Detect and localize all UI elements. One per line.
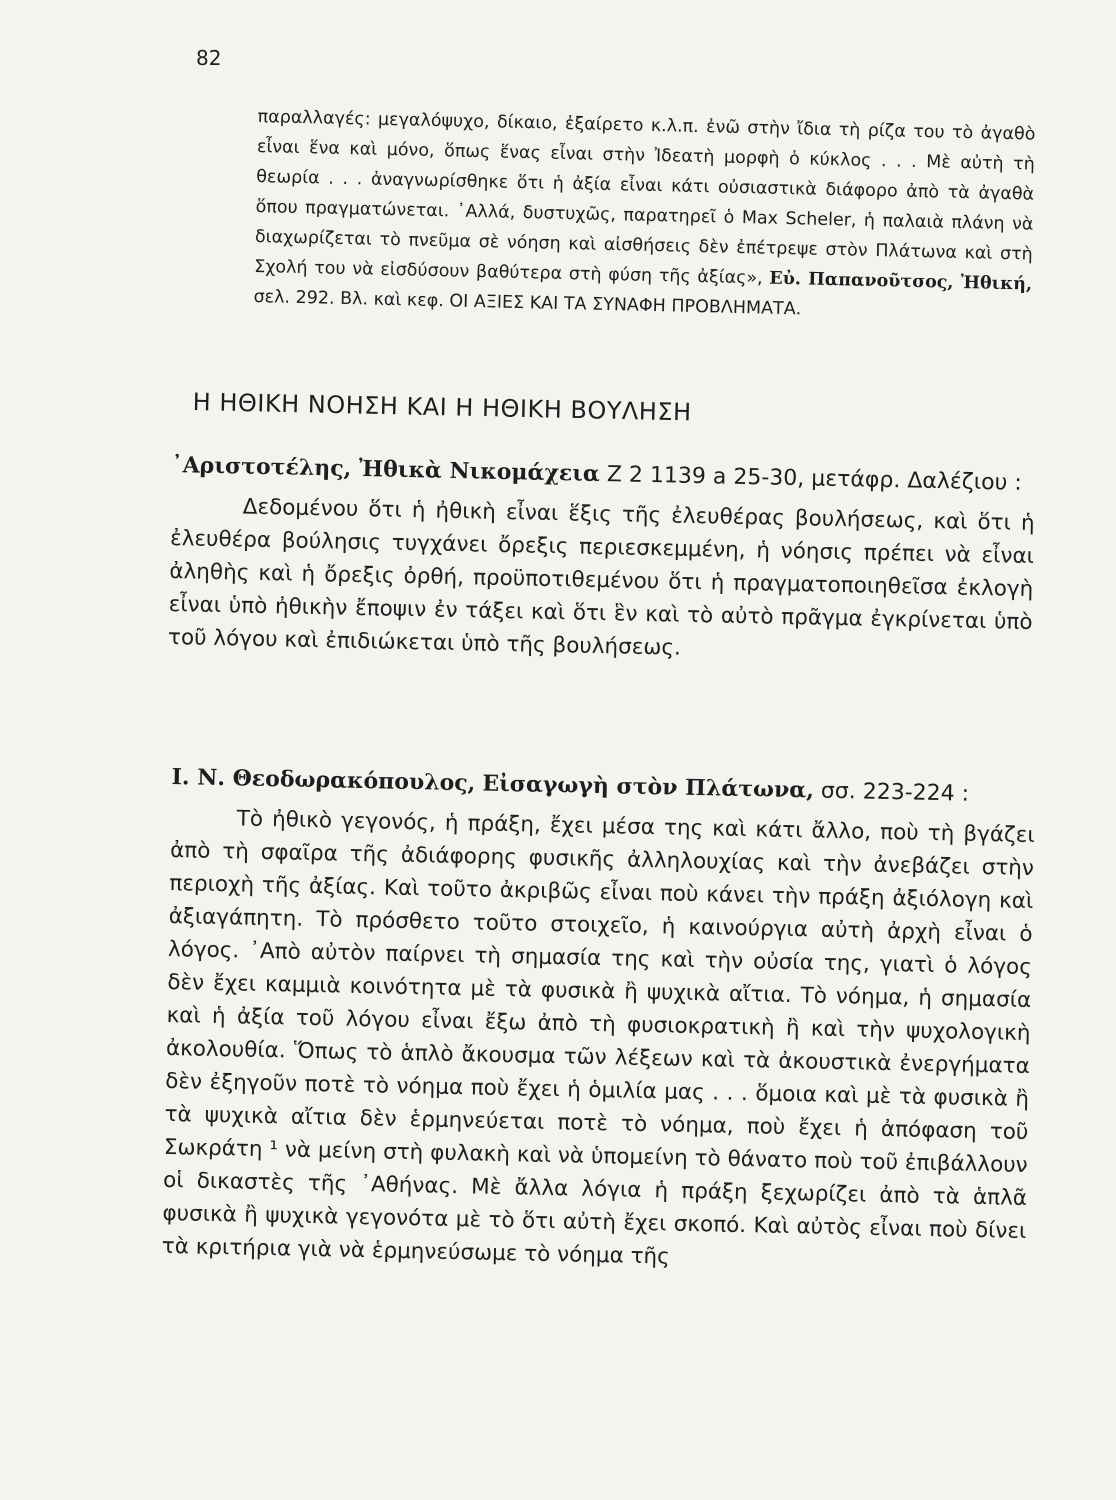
section-title: Η ΗΘΙΚΗ ΝΟΗΣΗ ΚΑΙ Η ΗΘΙΚΗ ΒΟΥΛΗΣΗ	[192, 388, 692, 427]
quote-theodorakopoulos-work: Εἰσαγωγὴ στὸν Πλάτωνα,	[482, 770, 815, 804]
page-number: 82	[196, 46, 222, 70]
quote-aristotle-author: ᾿Αριστοτέλης, Ἠθικὰ Νικομάχεια	[171, 451, 601, 487]
footnote	[253, 102, 1036, 330]
quote-theodorakopoulos-author: Ι. Ν. Θεοδωρακόπουλος,	[171, 763, 476, 797]
quote-aristotle	[168, 448, 1036, 672]
quote-aristotle-text: Δεδομένου ὅτι ἡ ἠθικὴ εἶναι ἕξις τῆς ἐλευθέρας βουλήσεως, καὶ ὅτι ἡ ἐλευθέρα βούλησις τυγχάνει ὄρεξις περιεσκεμμένη, ἡ νόησις πρέπει νὰ εἶναι ἀληθὴς καὶ ἡ ὄρεξις ὀρθή, προϋποτιθεμένου ὅτι ἡ πραγματοποιηθεῖσα ἐκλογὴ εἶναι ὑπὸ ἠθικὴν ἔποψιν ἐν τάξει καὶ ὅτι ἓν καὶ τὸ αὐτὸ πρᾶγμα ἐγκρίνεται ὑπὸ τοῦ λόγου καὶ ἐπιδιώκεται ὑπὸ τῆς βουλήσεως.	[167, 494, 1035, 661]
quote-aristotle-ref: Ζ 2 1139 a 25-30, μετάφρ. Δαλέζιου :	[606, 462, 1023, 496]
quote-theodorakopoulos-text: Τὸ ἠθικὸ γεγονός, ἡ πράξη, ἔχει μέσα της καὶ κάτι ἄλλο, ποὺ τὴ βγάζει ἀπὸ τὴ σφαῖρα τῆς ἀδιάφορης φυσικῆς ἀλληλουχίας καὶ τὴν ἀνεβάζει στὴν περιοχὴ τῆς ἀξίας. Καὶ τοῦτο ἀκριβῶς εἶναι ποὺ κάνει τὴν πράξη ἀξιόλογη καὶ ἀξιαγάπητη. Τὸ πρόσθετο τοῦτο στοιχεῖο, ἡ καινούργια αὐτὴ ἀρχὴ εἶναι ὁ λόγος. ᾿Απὸ αὐτὸν παίρνει τὴ σημασία της καὶ τὴν οὐσία της, γιατὶ ὁ λόγος δὲν ἔχει καμμιὰ κοινότητα μὲ τὰ φυσικὰ ἢ ψυχικὰ αἴτια. Τὸ νόημα, ἡ σημασία καὶ ἡ ἀξία τοῦ λόγου εἶναι ἔξω ἀπὸ τὴ φυσιοκρατικὴ ἢ καὶ τὴν ψυχολογικὴ ἀκολουθία. Ὅπως τὸ ἁπλὸ ἄκουσμα τῶν λέξεων καὶ τὰ ἀκουστικὰ ἐνεργήματα δὲν ἐξηγοῦν ποτὲ τὸ νόημα ποὺ ἔχει ἡ ὁμιλία μας . . . ὅμοια καὶ μὲ τὰ φυσικὰ ἢ τὰ ψυχικὰ αἴτια δὲν ἑρμηνεύεται ποτὲ τὸ νόημα, ποὺ ἔχει ἡ ἀπόφαση τοῦ Σωκράτη ¹ νὰ μείνη στὴ φυλακὴ καὶ νὰ ὑπομείνη τὸ θάνατο ποὺ τοῦ ἐπιβάλλουν οἱ δικαστὲς τῆς ᾿Αθήνας. Μὲ ἄλλα λόγια ἡ πράξη ξεχωρίζει ἀπὸ τὰ ἁπλᾶ φυσικὰ ἢ ψυχικὰ γεγονότα μὲ τὸ ὅτι αὐτὴ ἔχει σκοπό. Καὶ αὐτὸς εἶναι ποὺ δίνει τὰ κριτήρια γιὰ νὰ ἑρμηνεύσωμε τὸ νόημα τῆς	[161, 806, 1035, 1270]
footnote-paragraph	[253, 102, 1036, 330]
footnote-tail: σελ. 292. Βλ. καὶ κεφ. ΟΙ ΑΞΙΕΣ ΚΑΙ ΤΑ ΣΥΝΑΦΗ ΠΡΟΒΛΗΜΑΤΑ.	[253, 286, 802, 320]
footnote-citation: Εὐ. Παπανοῦτσος, Ἠθική,	[769, 268, 1033, 295]
footnote-text: παραλλαγές: μεγαλόψυχο, δίκαιο, ἐξαίρετο κ.λ.π. ἐνῶ στὴν ἴδια τὴ ρίζα του τὸ ἀγαθὸ εἶναι ἕνα καὶ μόνο, ὅπως ἕνας εἶναι στὴν Ἰδεατὴ μορφὴ ὁ κύκλος . . . Μὲ αὐτὴ τὴ θεωρία . . . ἀναγνωρίσθηκε ὅτι ἡ ἀξία εἶναι κάτι οὐσιαστικὰ διάφορο ἀπὸ τὰ ἀγαθὰ ὅπου πραγματώνεται. ᾿Αλλά, δυστυχῶς, παρατηρεῖ ὁ Max Scheler, ἡ παλαιὰ πλάνη νὰ διαχωρίζεται τὸ πνεῦμα σὲ νόηση καὶ αἰσθήσεις δὲν ἐπέτρεψε στὸν Πλάτωνα καὶ στὴ Σχολή του νὰ εἰσδύσουν βαθύτερα στὴ φύση τῆς ἀξίας»,	[254, 106, 1036, 289]
quote-theodorakopoulos-ref: σσ. 223-224 :	[820, 778, 970, 807]
quote-theodorakopoulos	[161, 760, 1035, 1281]
